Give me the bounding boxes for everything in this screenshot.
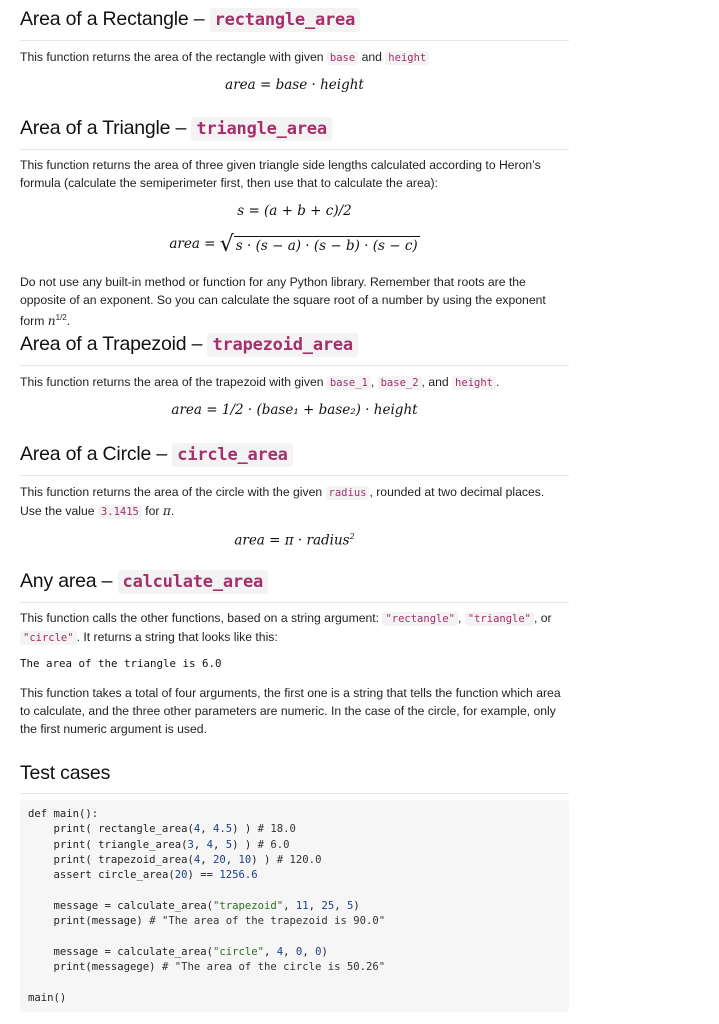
heron-formula: [20, 232, 569, 257]
trapezoid-formula: area = 1/2 · (base₁ + base₂) · height: [171, 402, 418, 418]
radicand: s · (s − a) · (s − b) · (s − c): [235, 237, 418, 254]
text: This function returns the area of the trapezoid with given: [20, 375, 327, 389]
param-code: height: [452, 376, 496, 390]
text: , and: [421, 375, 453, 389]
heading-text: Area of a Triangle –: [20, 117, 192, 139]
text: .: [170, 504, 175, 518]
function-name-code: trapezoid_area: [207, 333, 358, 357]
string-option-code: "triangle": [465, 612, 534, 626]
circle-formula: [20, 532, 569, 549]
function-name-code: triangle_area: [191, 117, 331, 141]
text: for: [141, 504, 163, 518]
text: ,: [458, 611, 465, 625]
heading-text: Area of a Circle –: [20, 443, 173, 465]
param-code: height: [385, 51, 429, 65]
text: and: [358, 50, 386, 64]
exponent: 2: [349, 532, 355, 541]
param-code: base_1: [327, 376, 371, 390]
text: , rounded at two decimal places. Use the value: [20, 485, 545, 518]
text: Do not use any built-in method or function for any Python library. Remember that roots are the opposite of an exponent. So you can calculate the square root of a number by using the exponent form: [20, 275, 546, 329]
code-block-test-cases: def main(): print( rectangle_area(4, 4.5) ) # 18.0 print( triangle_area(3, 4, 5) ) # 6.0 print( trapezoid_area(4, 20, 10) ) # 120.0 assert circle_area(20) == 1256.6 message = calculate_area("trapezoid", 11, 25, 5) print(message) # "The area of the trapezoid is 90.0" message = calculate_area("circle", 4, 0, 0) print(messagege) # "The area of the circle is 50.26" main(): [20, 800, 569, 1012]
example-output: The area of the triangle is 6.0: [20, 657, 222, 670]
exponent-base: n: [47, 314, 56, 329]
text: , or: [534, 611, 552, 625]
param-code: radius: [326, 486, 370, 500]
semiperimeter-formula: s = (a + b + c)/2: [237, 203, 352, 219]
value-code: 3.1415: [98, 505, 142, 519]
text: . It returns a string that looks like this:: [76, 630, 278, 644]
param-code: base_2: [378, 376, 422, 390]
function-name-code: calculate_area: [118, 570, 269, 594]
rectangle-formula: area = base · height: [225, 77, 364, 93]
string-option-code: "circle": [20, 631, 77, 645]
text: This function returns the area of the rectangle with given: [20, 50, 327, 64]
text: ,: [370, 375, 378, 389]
sqrt-icon: √: [219, 232, 234, 257]
formula-lhs: area =: [169, 236, 220, 252]
exponent: 1/2: [55, 313, 67, 322]
formula-text: area = π · radius: [234, 532, 350, 549]
rectangle-description: [20, 48, 569, 67]
heading-text: Area of a Rectangle –: [20, 8, 210, 30]
heading-trapezoid: [20, 332, 569, 366]
function-name-code: circle_area: [172, 443, 292, 467]
any-area-description: [20, 609, 569, 647]
text: This function calls the other functions, based on a string argument:: [20, 611, 383, 625]
circle-description: [20, 483, 569, 521]
text: This function returns the area of the circle with the given: [20, 485, 326, 499]
trapezoid-description: [20, 373, 569, 392]
triangle-description: This function returns the area of three given triangle side lengths calculated according to Heron’s formula (calculate the semiperimeter first, then use that to calculate the area):: [20, 158, 541, 190]
text: .: [66, 314, 71, 329]
pi-symbol: π: [162, 504, 171, 518]
sqrt: [220, 232, 420, 257]
heading-test-cases: Test cases: [20, 761, 569, 794]
heading-text: Any area –: [20, 570, 118, 592]
function-name-code: rectangle_area: [210, 8, 361, 32]
any-area-arguments: This function takes a total of four arguments, the first one is a string that tells the function which area to calculate, and the three other parameters are numeric. In the case of the circle, for example, only the first numeric argument is used.: [20, 686, 561, 736]
text: .: [495, 375, 500, 389]
heading-triangle: [20, 116, 569, 150]
triangle-note: [20, 273, 569, 330]
heading-any-area: [20, 569, 569, 603]
param-code: base: [327, 51, 358, 65]
string-option-code: "rectangle": [382, 612, 458, 626]
heading-rectangle: [20, 7, 569, 41]
heading-circle: [20, 442, 569, 476]
heading-text: Area of a Trapezoid –: [20, 333, 208, 355]
